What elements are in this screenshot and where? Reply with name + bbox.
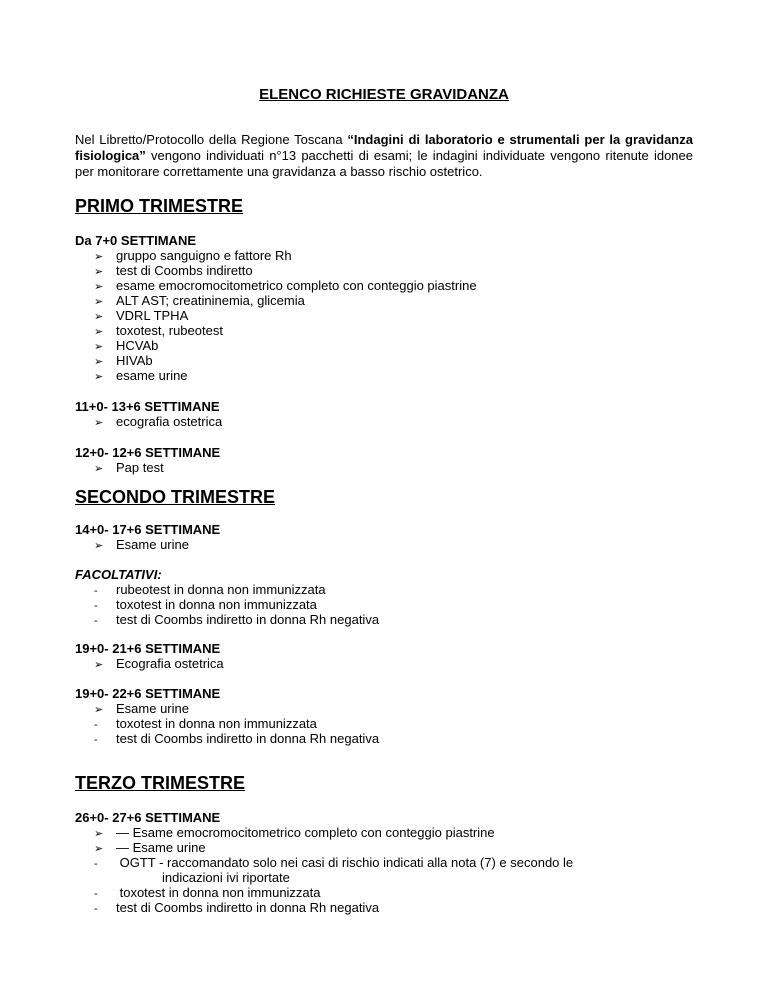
list-item-text: test di Coombs indiretto in donna Rh negativa <box>116 612 380 627</box>
list-item-text: esame emocromocitometrico completo con conteggio piastrine <box>116 278 477 293</box>
arrow-bullet-icon: ➢ <box>94 251 104 263</box>
intro-text: Nel Libretto/Protocollo della Regione Toscana <box>75 132 348 147</box>
list-item <box>94 900 379 917</box>
arrow-bullet-icon: ➢ <box>94 266 104 278</box>
section-heading-first-trimester: PRIMO TRIMESTRE <box>75 196 244 216</box>
dash-bullet: - <box>94 600 98 612</box>
arrow-bullet-icon: ➢ <box>94 417 104 429</box>
arrow-bullet-icon: ➢ <box>94 371 104 383</box>
list-item-text: Esame urine <box>116 537 189 552</box>
arrow-bullet-icon: ➢ <box>94 540 104 552</box>
period-label: 12+0- 12+6 SETTIMANE <box>75 445 221 460</box>
section-heading-second-trimester: SECONDO TRIMESTRE <box>75 487 276 507</box>
arrow-bullet-icon: ➢ <box>94 463 104 475</box>
list-item-text: test di Coombs indiretto <box>116 263 253 278</box>
list-item-text: rubeotest in donna non immunizzata <box>116 582 326 597</box>
arrow-bullet-icon: ➢ <box>94 326 104 338</box>
arrow-bullet-icon: ➢ <box>94 659 104 671</box>
list-item-text: — Esame emocromocitometrico completo con conteggio piastrine <box>116 825 495 840</box>
list-item-text: Pap test <box>116 460 164 475</box>
dash-bullet: - <box>94 734 98 746</box>
list-item-text: OGTT - raccomandato solo nei casi di rischio indicati alla nota (7) e secondo le <box>116 855 574 870</box>
dash-bullet: - <box>94 585 98 597</box>
list-item-text: VDRL TPHA <box>116 308 189 323</box>
list-item-continuation: indicazioni ivi riportate <box>162 870 290 885</box>
period-label: 19+0- 21+6 SETTIMANE <box>75 641 221 656</box>
list-item-text: ALT AST; creatininemia, glicemia <box>116 293 305 308</box>
list-item-text: toxotest in donna non immunizzata <box>116 716 317 731</box>
list-item-text: — Esame urine <box>116 840 206 855</box>
list-item-text: esame urine <box>116 368 188 383</box>
list-item <box>94 368 188 385</box>
list-item <box>94 612 379 629</box>
intro-paragraph <box>75 132 693 180</box>
arrow-bullet-icon: ➢ <box>94 828 104 840</box>
intro-text-continued: vengono individuati n°13 pacchetti di esami; le indagini individuate vengono ritenute idonee per monitorare correttamente una gravidanza a basso rischio ostetrico. <box>75 148 693 179</box>
list-item-text: toxotest in donna non immunizzata <box>116 597 317 612</box>
section-heading-third-trimester: TERZO TRIMESTRE <box>75 773 245 793</box>
list-item <box>94 656 224 673</box>
list-item-text: gruppo sanguigno e fattore Rh <box>116 248 292 263</box>
dash-bullet: - <box>94 888 98 900</box>
list-item <box>94 537 189 554</box>
optional-label: FACOLTATIVI: <box>75 567 162 582</box>
period-label: 11+0- 13+6 SETTIMANE <box>75 399 220 414</box>
list-item-text: Esame urine <box>116 701 189 716</box>
dash-bullet: - <box>94 858 98 870</box>
arrow-bullet-icon: ➢ <box>94 311 104 323</box>
dash-bullet: - <box>94 719 98 731</box>
arrow-bullet-icon: ➢ <box>94 341 104 353</box>
arrow-bullet-icon: ➢ <box>94 356 104 368</box>
dash-bullet: - <box>94 903 98 915</box>
list-item-text: test di Coombs indiretto in donna Rh negativa <box>116 731 380 746</box>
intro-bold-title: “Indagini di laboratorio e strumentali per la gravidanza fisiologica” <box>75 132 693 163</box>
dash-bullet: - <box>94 615 98 627</box>
list-item-text: ecografia ostetrica <box>116 414 223 429</box>
list-item-text: HIVAb <box>116 353 153 368</box>
list-item-text: HCVAb <box>116 338 159 353</box>
list-item-text: toxotest, rubeotest <box>116 323 223 338</box>
list-item-text: Ecografia ostetrica <box>116 656 224 671</box>
list-item <box>94 460 164 477</box>
list-item <box>94 414 222 431</box>
arrow-bullet-icon: ➢ <box>94 281 104 293</box>
period-label: 19+0- 22+6 SETTIMANE <box>75 686 221 701</box>
list-item <box>94 731 379 748</box>
period-label: 26+0- 27+6 SETTIMANE <box>75 810 221 825</box>
period-label: 14+0- 17+6 SETTIMANE <box>75 522 221 537</box>
arrow-bullet-icon: ➢ <box>94 296 104 308</box>
list-item-text: test di Coombs indiretto in donna Rh negativa <box>116 900 380 915</box>
period-label: Da 7+0 SETTIMANE <box>75 233 197 248</box>
list-item-text: toxotest in donna non immunizzata <box>116 885 321 900</box>
arrow-bullet-icon: ➢ <box>94 704 104 716</box>
document-title: ELENCO RICHIESTE GRAVIDANZA <box>259 86 509 103</box>
arrow-bullet-icon: ➢ <box>94 843 104 855</box>
